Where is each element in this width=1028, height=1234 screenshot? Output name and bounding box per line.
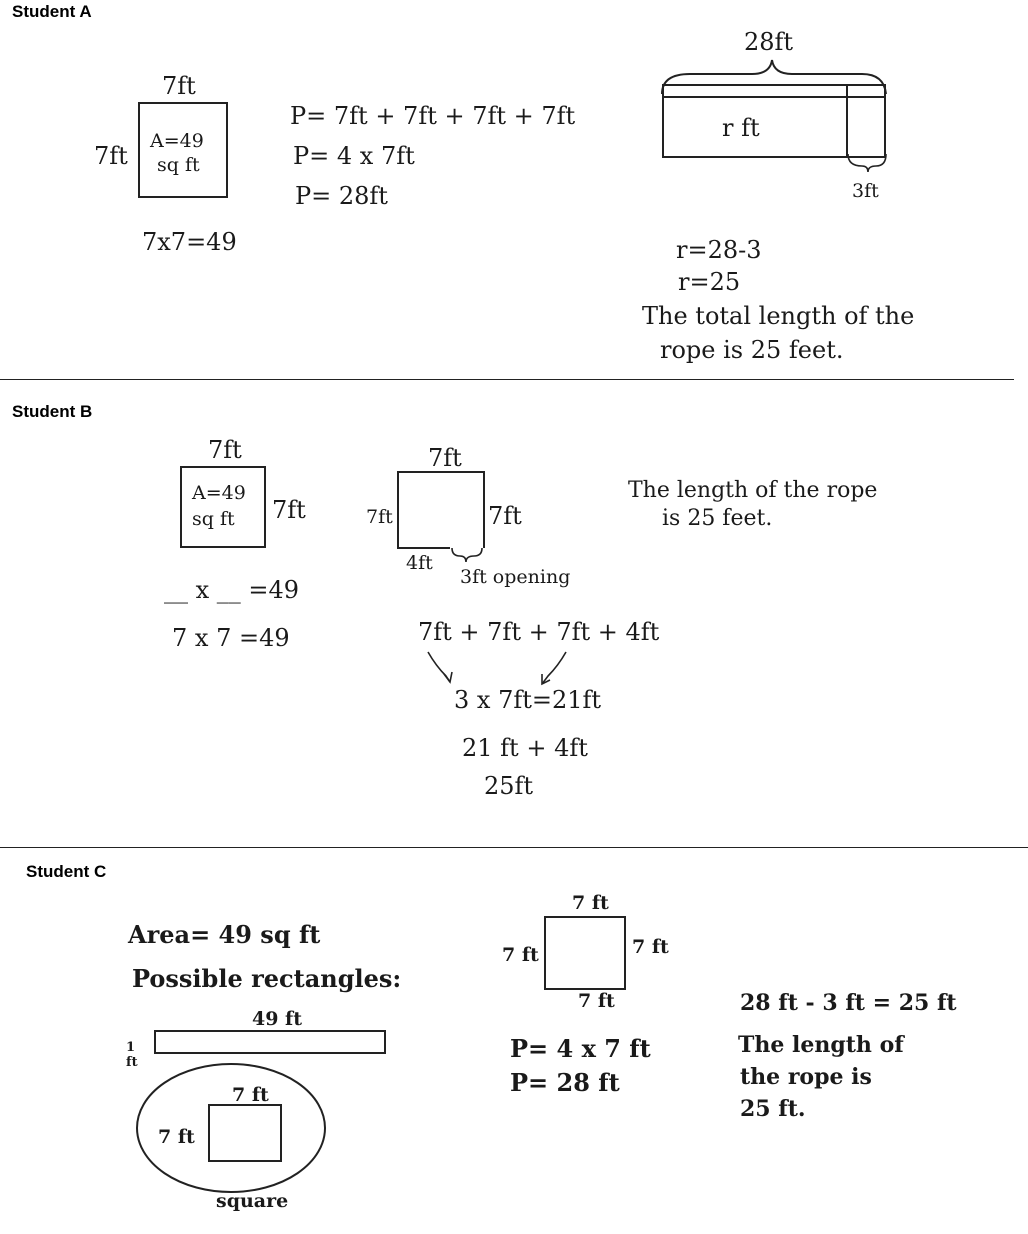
small-square-top-label: 7 ft [232,1084,269,1106]
big-square-top-label: 7 ft [572,892,609,914]
section-divider-a [0,379,1014,380]
possible-rectangles-label: Possible rectangles: [132,964,402,993]
square-outline [180,466,266,548]
area-equation: 7x7=49 [142,228,237,256]
conclusion-line-2: rope is 25 feet. [660,336,844,364]
fence-opening-label: 3ft opening [460,566,571,588]
square-right-label: 7ft [272,496,306,524]
area-equation: 7 x 7 =49 [172,624,290,652]
perimeter-line-2: P= 4 x 7ft [293,142,415,170]
student-c-heading: Student C [26,862,107,881]
square-left-label: 7ft [94,142,128,170]
tape-small-label: 3ft [852,180,879,202]
long-rect-side-label: 1 ft [126,1040,138,1070]
perimeter-line-1: P= 4 x 7 ft [510,1034,651,1063]
conclusion-line-1: The length of [738,1032,904,1058]
perimeter-line-2: P= 28 ft [510,1068,620,1097]
area-label-line2: sq ft [157,154,200,176]
long-rect-outline [154,1030,386,1054]
solve-line-1: r=28-3 [676,236,762,264]
square-top-label: 7ft [162,72,196,100]
tape-top-inner-line [662,96,886,98]
tape-divider [846,84,848,158]
perimeter-line-3: P= 28ft [295,182,388,210]
step-line-3: 25ft [484,772,534,800]
tape-total-label: 28ft [744,28,794,56]
square-top-label: 7ft [208,436,242,464]
fence-left-label: 7ft [366,506,393,528]
square-label: square [216,1190,289,1212]
section-divider-b [0,847,1028,848]
student-b-heading: Student B [12,402,93,421]
student-a-heading: Student A [12,2,92,21]
big-square-right-label: 7 ft [632,936,669,958]
area-label-line1: A=49 [192,482,246,504]
big-square-bottom-label: 7 ft [578,990,615,1012]
blank-equation: __ x __ =49 [164,576,300,604]
step-line-1: 3 x 7ft=21ft [454,686,602,714]
conclusion-line-1: The length of the rope [628,478,878,503]
small-square-outline [208,1104,282,1162]
conclusion-line-2: the rope is [740,1064,872,1090]
solve-line-2: r=25 [678,268,741,296]
fence-top-label: 7ft [428,444,462,472]
sum-expression: 7ft + 7ft + 7ft + 4ft [418,618,660,646]
area-label-line2: sq ft [192,508,235,530]
conclusion-line-2: is 25 feet. [662,506,773,531]
big-square-left-label: 7 ft [502,944,539,966]
small-square-left-label: 7 ft [158,1126,195,1148]
fence-bottom-label: 4ft [406,552,433,574]
conclusion-line-1: The total length of the [642,302,915,330]
conclusion-line-3: 25 ft. [740,1096,806,1122]
step-line-2: 21 ft + 4ft [462,734,588,762]
subtraction-equation: 28 ft - 3 ft = 25 ft [740,990,957,1016]
long-rect-top-label: 49 ft [252,1008,303,1030]
fence-right-label: 7ft [488,502,522,530]
tape-part-label: r ft [722,114,760,142]
area-label-line1: A=49 [150,130,204,152]
area-statement: Area= 49 sq ft [128,920,321,949]
perimeter-line-1: P= 7ft + 7ft + 7ft + 7ft [290,102,576,130]
big-square-outline [544,916,626,990]
